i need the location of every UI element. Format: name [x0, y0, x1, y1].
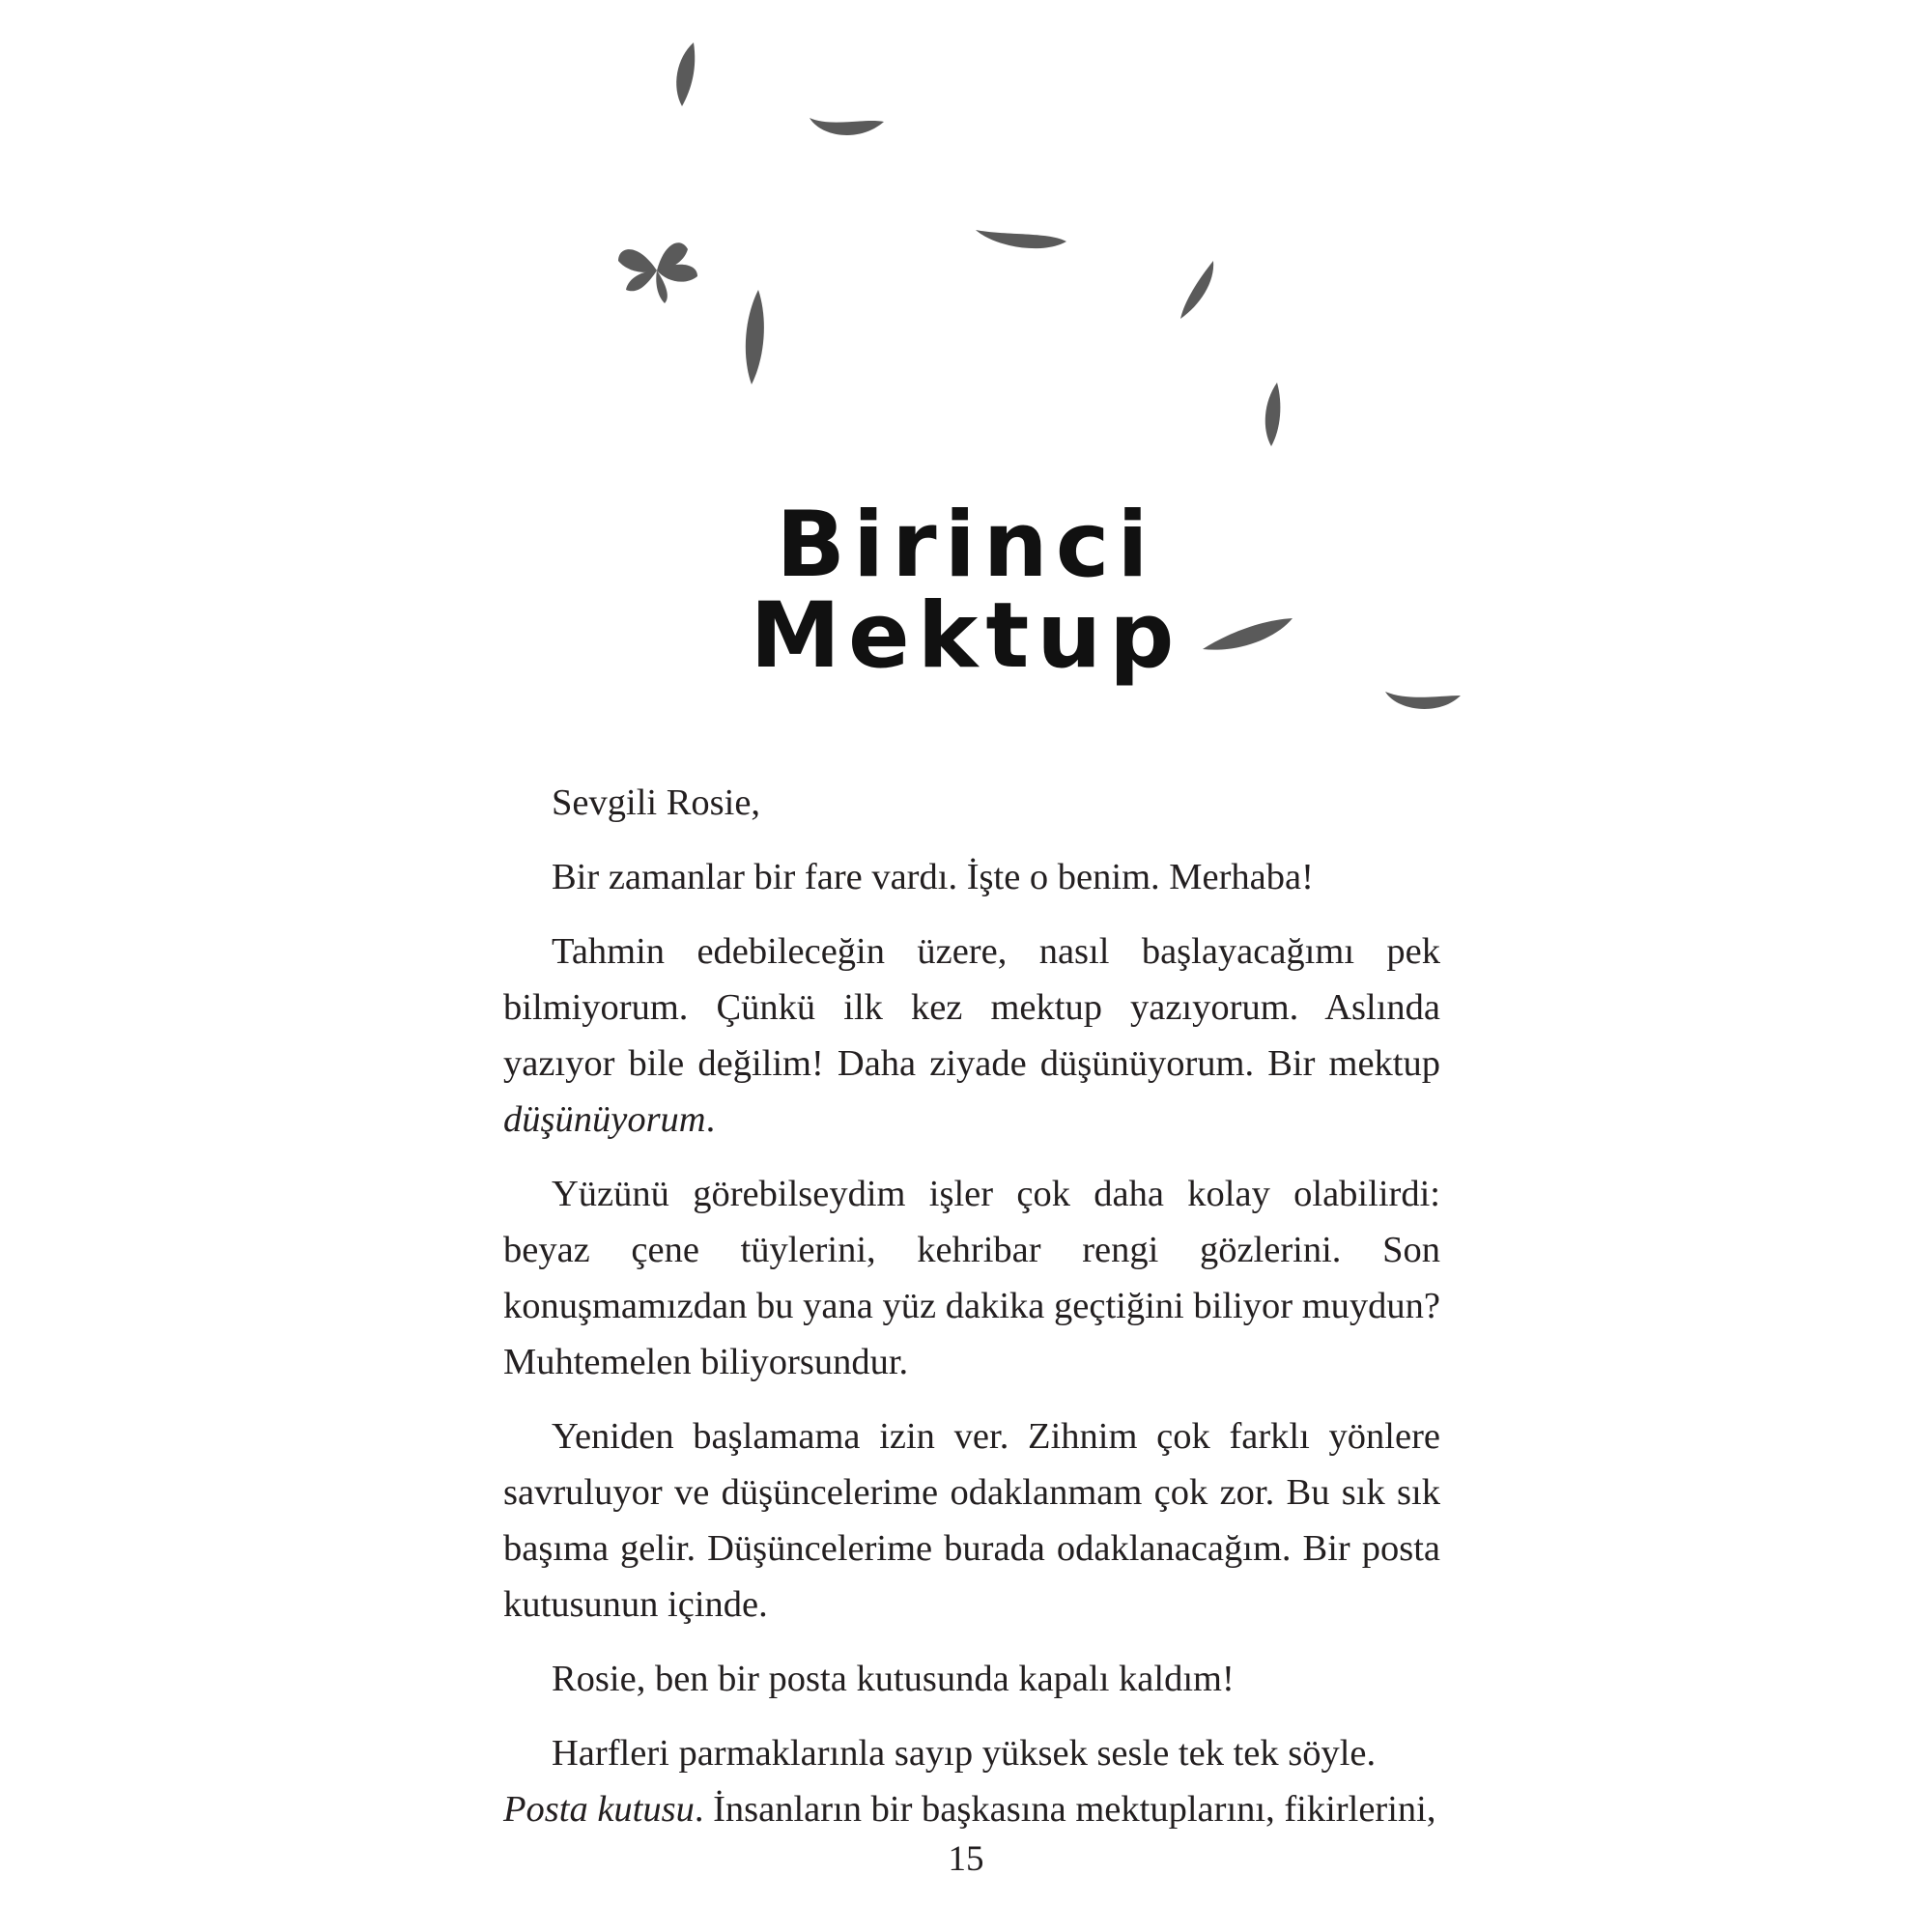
letter-paragraph: Bir zamanlar bir fare vardı. İşte o benim. Merhaba!: [552, 857, 1314, 897]
letter-paragraph: Yeniden başlamama izin ver. Zihnim çok farklı yönlere savruluyor ve düşüncelerime odaklanmam çok zor. Bu sık sık başıma gelir. Düşüncelerime burada odaklanacağım. Bir posta kutusunun içinde.: [503, 1416, 1440, 1625]
page-number: 15: [948, 1839, 984, 1879]
falling-leaf-icon: [1265, 383, 1281, 446]
paragraph-text: Harfleri parmaklarınla sayıp yüksek sesle tek tek söyle.: [552, 1733, 1377, 1774]
falling-leaf-icon: [618, 242, 697, 303]
letter-paragraph: Yüzünü görebilseydim işler çok daha kolay olabilirdi: beyaz çene tüylerini, kehribar rengi gözlerini. Son konuşmamızdan bu yana yüz dakika geçtiğini biliyor muydun? Muhtemelen biliyorsundur.: [503, 1174, 1440, 1382]
falling-leaf-icon: [1385, 692, 1461, 709]
falling-leaf-icon: [810, 118, 884, 135]
italic-text: Posta kutusu: [503, 1789, 695, 1830]
letter-body: [503, 775, 1440, 1856]
paragraph-text: .: [705, 1099, 716, 1140]
paragraph-text: . İnsanların bir başkasına mektuplarını, fikirlerini,: [694, 1789, 1436, 1830]
letter-paragraph: [503, 923, 1440, 1148]
letter-salutation: Sevgili Rosie,: [552, 782, 761, 823]
letter-paragraph: Rosie, ben bir posta kutusunda kapalı kaldım!: [552, 1659, 1235, 1699]
italic-text: düşünüyorum: [503, 1099, 706, 1140]
falling-leaf-icon: [976, 230, 1066, 248]
falling-leaf-icon: [746, 290, 764, 384]
letter-paragraph: [503, 1725, 1440, 1837]
falling-leaf-icon: [1180, 261, 1213, 319]
chapter-title: Birinci Mektup: [750, 492, 1182, 689]
falling-leaf-icon: [676, 43, 695, 106]
paragraph-text: Tahmin edebileceğin üzere, nasıl başlayacağımı pek bilmiyorum. Çünkü ilk kez mektup yazıyorum. Aslında yazıyor bile değilim! Daha ziyade düşünüyorum. Bir mektup: [503, 931, 1440, 1084]
